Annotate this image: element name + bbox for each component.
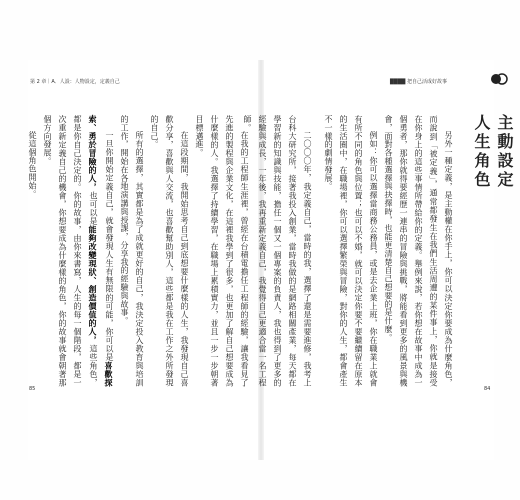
inline-text: 也可以是 xyxy=(89,191,98,226)
paragraph: 二〇〇〇年，我定義自己，當時的我，選擇了還是需要進修，我考上台科大研究所，接著我投入創業，當時我做的是網路相關產業，每天都在學習新的知識與技能，擔任一個又一個專案的負責人，我也得到了更多的經驗與成長，一年後，我再重新定義自己，我覺得自己更適合當一名工程師。 xyxy=(243,115,312,387)
paragraph: 從這個角色開始。 xyxy=(28,131,37,199)
emphasis-text: 喜歡探索、勇於冒險的人， xyxy=(88,115,114,388)
paragraph: 在這段期間，我開始思考自己到底想要什麼樣的人生，我發現自己喜歡分享，喜歡與人交流，也喜歡幫助別人，這些都是我在工作之外所發現的自己。 xyxy=(150,115,189,387)
paragraph: 在我的工程師生涯裡，曾經在台積電擔任工程師的經驗，讓我看見了先進的製程與企業文化，在這裡我學到了很多，也更加了解自己想要成為什麼樣的人。我選擇了持續學習，在職場上累積實力，並且一步一步朝著目標邁進。 xyxy=(195,115,249,387)
running-head-right: ████ 把自己活成好故事 xyxy=(390,79,447,85)
emphasis-text: 能夠改變現狀、創造價值的人， xyxy=(88,225,98,345)
paragraph xyxy=(40,115,117,387)
inline-text: 一旦你開始定義自己，就會發現人生有無限的可能， xyxy=(105,131,114,328)
page-number-right: 84 xyxy=(484,386,491,392)
inline-text: 這些角色，都是你自己決定的。你的故事，由你來書寫，人生的每一個階段，都是一次重新定義自己的機會，你想要成為什麼樣的角色，你的故事就會朝著那個方向發展。 xyxy=(43,115,98,388)
paragraph: 另外一種定義，是主動權在你手上，你可以決定你要成為什麼角色，而說到「被定義」，通常都發生在我們生活周遭的某件事上，你就是接受在你身上的這些事情所帶給你的定義。舉例來說，若你想在故事中成為一個勇者，那你就得要經歷一連串的冒險與挑戰，將能看到更多的風景與機會，面對各種選擇與抉擇時，也能更清楚自己想要的是什麼。 xyxy=(384,115,453,387)
section-title: 主動設定人生角色 xyxy=(472,114,514,190)
page-number-left: 85 xyxy=(29,386,36,392)
right-body-text xyxy=(243,115,456,387)
publisher-logo-icon xyxy=(490,73,508,85)
left-body-text xyxy=(28,115,252,388)
paragraph: 例如：你可以選擇當商務公務員，或是去企業上班，你在職業上就會有所不同的角色與位置；也可以不婚，就可以決定你要不要繼續留在原本的生活圈中，在職場裡，你可以選擇繁榮與冒險，對你的人生，都會產生不一樣的劇情發展。 xyxy=(324,115,378,387)
paragraph: 所有的選擇，其實都是為了成就更好的自己，我決定投入教育與培訓的工作，開始在各地演講與授課，分享我的經驗與故事。 xyxy=(120,115,144,387)
running-head-left: 第 2 章｜A．人設：人物設定，定義自己 xyxy=(30,79,120,85)
inline-text: 你可以是 xyxy=(105,327,114,362)
